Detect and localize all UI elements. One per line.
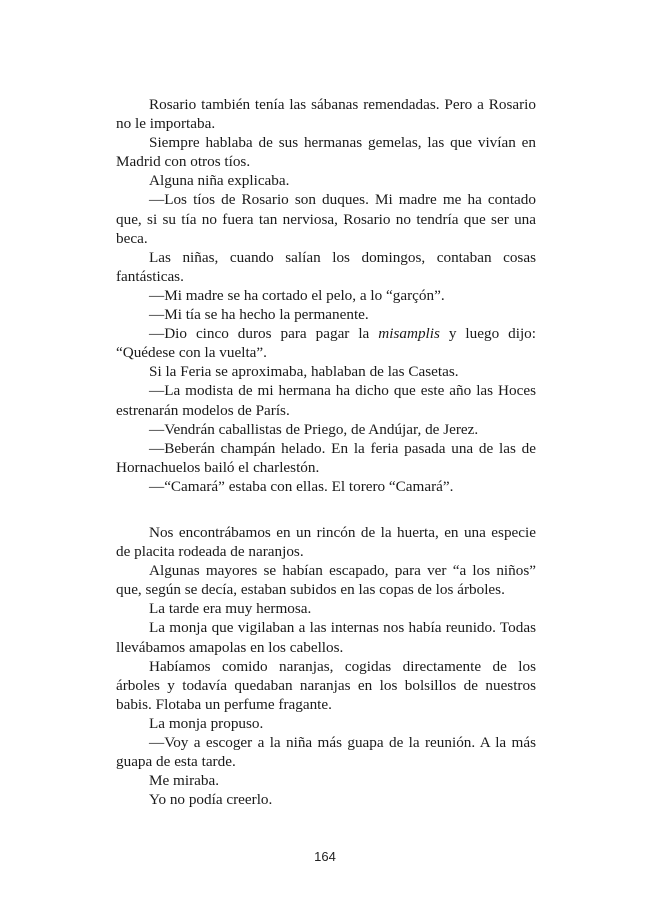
paragraph: Me miraba.: [149, 772, 220, 790]
paragraph: —Dio cinco duros para pagar la misamplis y luego dijo: “Quédese con la vuelta”.: [116, 325, 536, 362]
paragraph: Algunas mayores se habían escapado, para ver “a los niños” que, según se decía, estaban subidos en las copas de los árboles.: [116, 562, 536, 599]
paragraph: La monja que vigilaban a las internas nos había reunido. Todas llevábamos amapolas en los cabellos.: [116, 619, 536, 656]
italic-word: misamplis: [378, 325, 440, 343]
paragraph: Yo no podía creerlo.: [149, 791, 273, 809]
paragraph: —Beberán champán helado. En la feria pasada una de las de Hornachuelos bailó el charlestón.: [116, 439, 536, 476]
paragraph: Nos encontrábamos en un rincón de la huerta, en una especie de placita rodeada de naranjos.: [116, 524, 536, 561]
paragraph: —La modista de mi hermana ha dicho que este año las Hoces estrenarán modelos de París.: [116, 382, 536, 419]
paragraph: —Mi tía se ha hecho la permanente.: [149, 306, 369, 324]
text-section-2: [116, 523, 536, 809]
paragraph: La tarde era muy hermosa.: [149, 600, 312, 618]
text-section-1: [116, 95, 536, 496]
paragraph: La monja propuso.: [149, 714, 264, 732]
paragraph: —“Camará” estaba con ellas. El torero “Camará”.: [149, 477, 454, 495]
paragraph: —Mi madre se ha cortado el pelo, a lo “garçón”.: [149, 286, 445, 304]
paragraph: —Vendrán caballistas de Priego, de Andújar, de Jerez.: [149, 420, 479, 438]
paragraph: Siempre hablaba de sus hermanas gemelas, las que vivían en Madrid con otros tíos.: [116, 134, 536, 171]
paragraph: Rosario también tenía las sábanas remendadas. Pero a Rosario no le importaba.: [116, 96, 536, 133]
paragraph: Alguna niña explicaba.: [149, 172, 290, 190]
page-number: 164: [314, 849, 336, 864]
paragraph: Si la Feria se aproximaba, hablaban de las Casetas.: [149, 363, 459, 381]
paragraph: —Los tíos de Rosario son duques. Mi madre me ha contado que, si su tía no fuera tan nerviosa, Rosario no tendría que ser una beca.: [116, 191, 536, 247]
paragraph: Las niñas, cuando salían los domingos, contaban cosas fantásticas.: [116, 248, 536, 285]
paragraph: Habíamos comido naranjas, cogidas directamente de los árboles y todavía quedaban naranjas en los bolsillos de nuestros babis. Flotaba un perfume fragante.: [116, 657, 536, 713]
paragraph: —Voy a escoger a la niña más guapa de la reunión. A la más guapa de esta tarde.: [116, 734, 536, 771]
